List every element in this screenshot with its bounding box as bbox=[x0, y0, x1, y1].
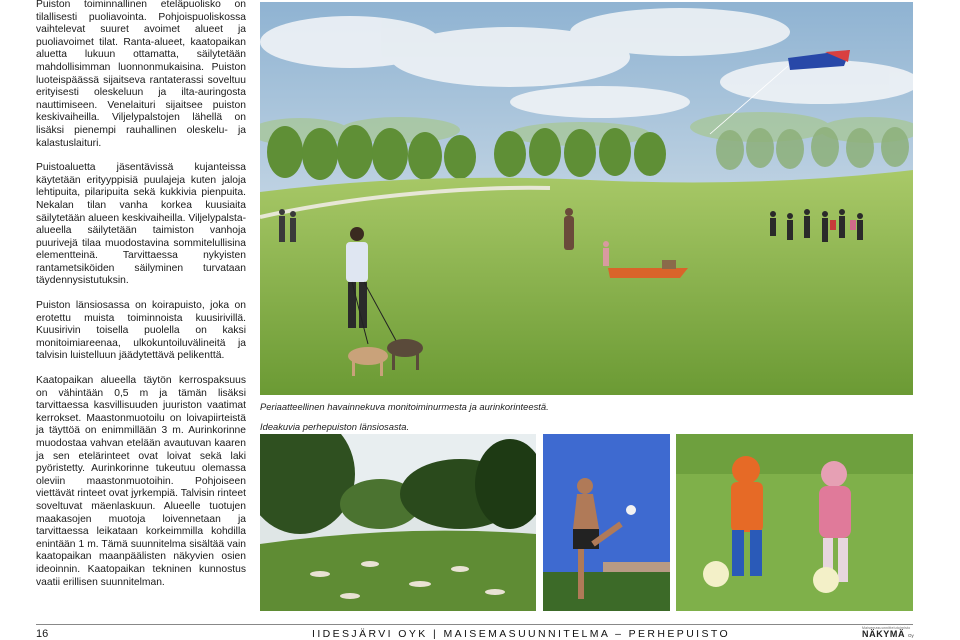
paragraph-landfill: Kaatopaikan alueella täytön kerrospaksuus on vähintään 0,5 m ja tämän lisäksi tarvittaessa kasvillisuuden juuriston vaatimat kerrokset. Maastonmuotoilu on loivapiirteistä ja täyttöä on enimmillään 3 m. Aurinkorinne muodostaa vahvan etelään avautuvan kaaren ja sen etelärinteet ovat loivat sekä laki pyöristetty. Aurinkorinne tukeutuu olemassa oleviin maastonmuotoihin. Pohjoiseen viettävät rinteet ovat jyrkempiä. Talvisin rinteet soveltuvat mäenlaskuun. Alueelle tuotujen maakasojen muotoja loivennetaan ja tarvittaessa leikataan korkeimmilla kohdilla enintään 1 m. Tämä suunnitelma sisältää vain kaatopaikan maanpäälisten näkyvien osien ideoinnin. Kaatopaikan tekninen kunnostus vaatii erillisen suunnitelman. bbox=[36, 375, 246, 588]
logo-text: NÄKYMÄ bbox=[862, 629, 906, 639]
idea-photo-park-lawn bbox=[260, 434, 536, 611]
page-number: 16 bbox=[36, 628, 49, 640]
main-illustration-caption: Periaatteellinen havainnekuva monitoiminurmesta ja aurinkorinteestä. bbox=[260, 401, 549, 412]
footer-divider bbox=[36, 624, 913, 625]
idea-photo-football bbox=[543, 434, 670, 611]
idea-photo-children bbox=[676, 434, 913, 611]
idea-photos-caption: Ideakuvia perhepuiston länsiosasta. bbox=[260, 421, 410, 432]
body-text-column bbox=[36, 0, 246, 601]
footer-title: IIDESJÄRVI OYK | MAISEMASUUNNITELMA – PERHEPUISTO bbox=[312, 628, 731, 640]
logo-suffix: Oy bbox=[908, 633, 914, 638]
paragraph-park-layout: Puiston toiminnallinen eteläpuolisko on tilallisesti puoliavointa. Pohjoispuoliskossa vaihtelevat suuret avoimet alueet ja puoliavoimet tilat. Ranta-alueet, kaatopaikan aluetta lukuun ottamatta, säilytetään mahdollisimman luonnonmukaisina. Puiston luoteispäässä sijaitseva rantaterassi soveltuu erityisesti oleskeluun ja ilta-auringosta nauttimiseen. Venelaituri sijaitsee puiston keskivaiheilla. Viljelypalstojen lähellä on lisäksi pienempi rauhallinen oleskelu- ja kalastuslaituri. bbox=[36, 0, 246, 149]
nakyma-logo bbox=[862, 626, 922, 640]
main-illustration bbox=[260, 2, 913, 395]
paragraph-alleys: Puistoaluetta jäsentävissä kujanteissa käytetään erityyppisiä puulajeja kuten jaloja lehtipuita, pilaripuita sekä kukkivia pienpuita. Nekalan tilan vanha korkea kuusiaita säilytetään alueen keskivaiheilla. Viljelypalsta-alueella säilytetään taimiston vanhoja puurivejä tilaa muodostavina sommitelullisina elementteinä. Tarvittaessa nykyisten rantametsiköiden säilyminen turvataan täydennysistutuksin. bbox=[36, 162, 246, 287]
paragraph-dog-park: Puiston länsiosassa on koirapuisto, joka on erotettu muista toiminnoista kuusirivillä. Kuusirivin toisella puolella on kaksi monitoimiareenaa, ulkokuntoiluvälineitä ja talvisin luistelluun jäädytettävä pelikenttä. bbox=[36, 300, 246, 362]
logo-subtitle: Maisemasuunnittelutoimisto bbox=[862, 626, 911, 630]
